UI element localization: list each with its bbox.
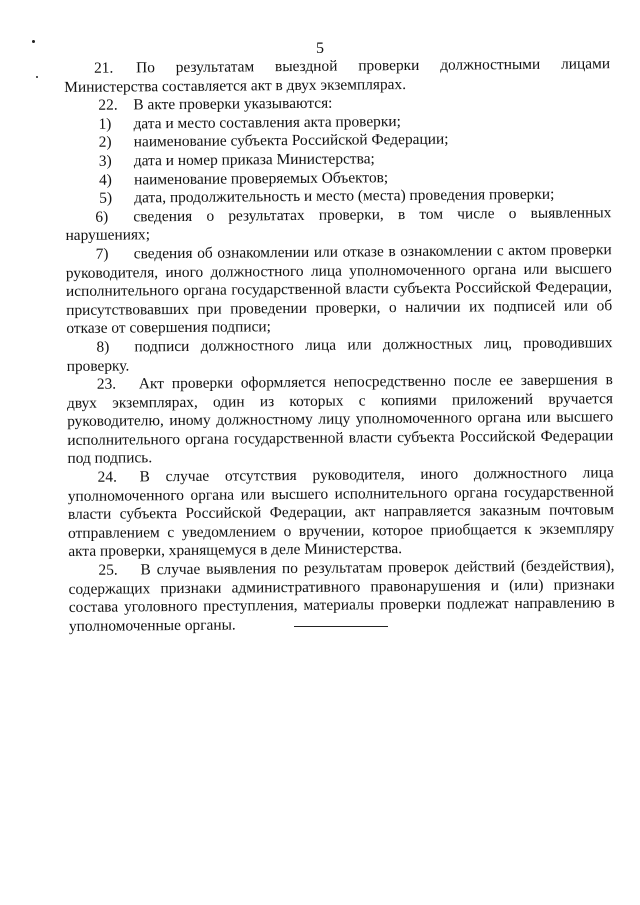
item-text: В случае отсутствия руководителя, иного должностного лица уполномоченного органа или высшего исполнительного органа государственной власти субъекта Российской Федерации, акт направляется заказным почтовым отправлением с уведомлением о вручении, которое приобщается к экземпляру акта проверки, хранящемуся в деле Министерства. bbox=[67, 464, 615, 561]
item-text: дата и место составления акта проверки; bbox=[133, 112, 401, 133]
item-number: 23. bbox=[96, 375, 117, 393]
list-item-6 bbox=[65, 204, 611, 246]
item-text: В акте проверки указываются: bbox=[133, 94, 333, 114]
item-text: В случае выявления по результатам проверок действий (бездействия), содержащих признаки административного правонарушения и (или) признаки состава уголовного преступления, материалы проверки подлежат направлению в уполномоченные органы. bbox=[68, 557, 615, 635]
list-item-7 bbox=[66, 241, 613, 339]
item-number: 7) bbox=[95, 245, 109, 263]
item-number: 25. bbox=[98, 561, 118, 579]
document-body bbox=[64, 55, 615, 636]
item-number: 5) bbox=[99, 189, 113, 207]
item-text: наименование проверяемых Объектов; bbox=[133, 168, 389, 188]
item-number: 3) bbox=[98, 152, 112, 170]
item-text: наименование субъекта Российской Федерации; bbox=[133, 131, 449, 151]
paragraph-21 bbox=[64, 55, 610, 97]
item-number: 8) bbox=[96, 338, 110, 356]
item-number: 24. bbox=[97, 468, 117, 486]
item-number: 1) bbox=[98, 115, 112, 133]
item-text: подписи должностного лица или должностных лиц, проводивших проверку. bbox=[66, 334, 613, 375]
item-number: 22. bbox=[98, 96, 118, 114]
scan-speck bbox=[36, 76, 38, 78]
item-number: 2) bbox=[98, 133, 112, 152]
item-text: сведения о результатах проверки, в том числе о выявленных нарушениях; bbox=[65, 203, 612, 245]
list-item-8 bbox=[66, 334, 612, 376]
item-text: дата, продолжительность и место (места) проведения проверки; bbox=[134, 185, 555, 207]
paragraph-25 bbox=[68, 557, 615, 636]
page-number: 5 bbox=[316, 40, 324, 57]
item-text: сведения об ознакомлении или отказе в ознакомлении с актом проверки руководителя, иного должностного лица уполномоченного органа или высшего исполнительного органа государственной власти субъекта Российской Федерации, присутствовавших при проведении проверки, о наличии их подписей или об отказе от совершения подписи; bbox=[65, 241, 613, 338]
item-text: дата и номер приказа Министерства; bbox=[133, 150, 375, 170]
item-number: 21. bbox=[93, 59, 114, 77]
item-number: 4) bbox=[98, 171, 112, 189]
item-number: 6) bbox=[95, 208, 109, 226]
paragraph-24 bbox=[68, 464, 615, 562]
end-separator-line bbox=[294, 626, 388, 627]
item-text: Акт проверки оформляется непосредственно после ее завершения в двух экземплярах, один из которых с копиями приложений вручается руководителю, иному должностному лицу уполномоченного органа или высшего исполнительного органа государственной власти субъекта Российской Федерации под подпись. bbox=[66, 371, 614, 468]
paragraph-23 bbox=[67, 371, 614, 469]
item-text: По результатам выездной проверки должностными лицами Министерства составляется акт в двух экземплярах. bbox=[64, 55, 611, 96]
